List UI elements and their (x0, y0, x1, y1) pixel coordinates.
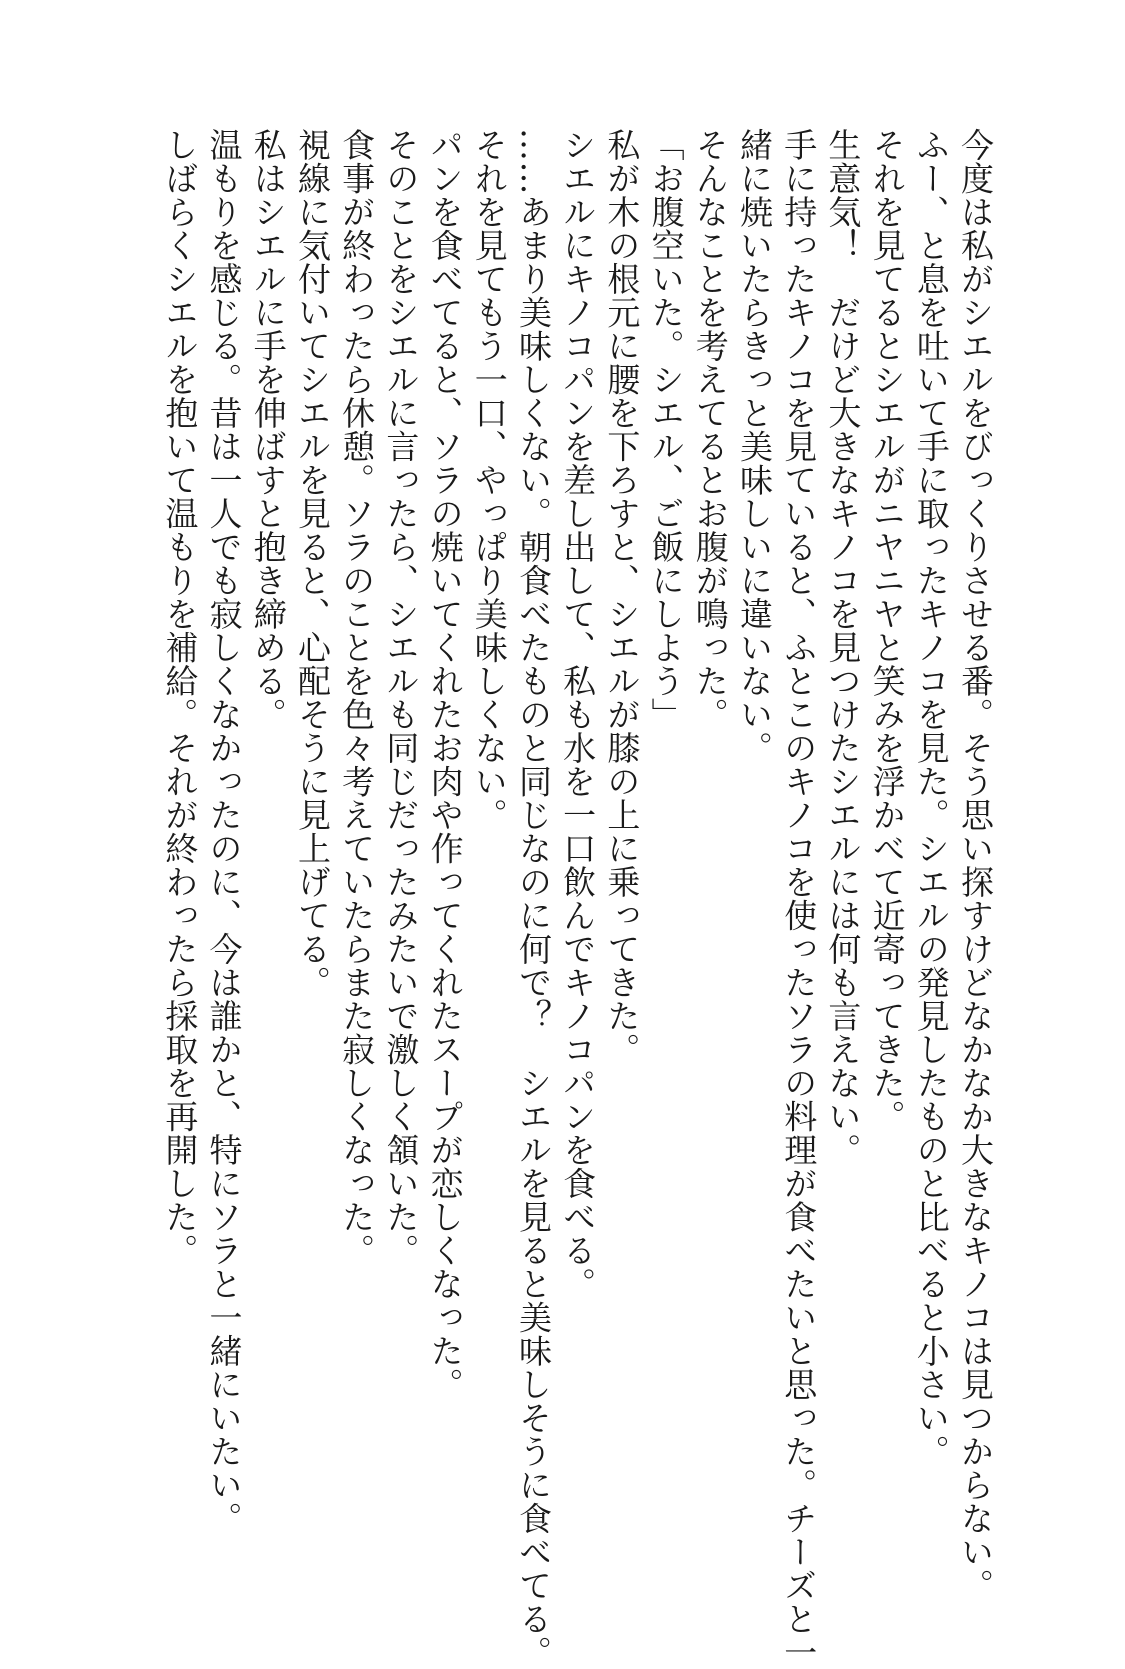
text-line: 「お腹空いた。シエル、ご飯にしよう」 (646, 128, 686, 731)
text-line: パンを食べてると、ソラの焼いてくれたお肉や作ってくれたスープが恋しくなった。 (425, 128, 465, 1401)
text-line: 手に持ったキノコを見ていると、ふとこのキノコを使ったソラの料理が食べたいと思った。チーズと一 (779, 128, 819, 1669)
text-line: それを見てるとシエルがニヤニヤと笑みを浮かべて近寄ってきた。 (867, 128, 907, 1133)
text-line: 生意気！ だけど大きなキノコを見つけたシエルには何も言えない。 (823, 128, 863, 1167)
text-line: 私が木の根元に腰を下ろすと、シエルが膝の上に乗ってきた。 (602, 128, 642, 1066)
text-line: そのことをシエルに言ったら、シエルも同じだったみたいで激しく頷いた。 (381, 128, 421, 1267)
text-line: そんなことを考えてるとお腹が鳴った。 (690, 128, 730, 731)
text-line: 私はシエルに手を伸ばすと抱き締める。 (248, 128, 288, 731)
text-line: 食事が終わったら休憩。ソラのことを色々考えていたらまた寂しくなった。 (337, 128, 377, 1267)
text-line: 視線に気付いてシエルを見ると、心配そうに見上げてる。 (292, 128, 332, 999)
text-line: ふー、と息を吐いて手に取ったキノコを見た。シエルの発見したものと比べると小さい。 (911, 128, 951, 1468)
text-line: しばらくシエルを抱いて温もりを補給。それが終わったら採取を再開した。 (160, 128, 200, 1267)
text-line: 温もりを感じる。昔は一人でも寂しくなかったのに、今は誰かと、特にソラと一緒にいたい。 (204, 128, 244, 1535)
body-text (157, 128, 997, 1669)
text-line: シエルにキノコパンを差し出して、私も水を一口飲んでキノコパンを食べる。 (558, 128, 598, 1301)
text-line: それを見てもう一口、やっぱり美味しくない。 (469, 128, 509, 832)
text-line: 緒に焼いたらきっと美味しいに違いない。 (734, 128, 774, 765)
text-line: ……あまり美味しくない。朝食べたものと同じなのに何で？ シエルを見ると美味しそうに食べてる。 (513, 128, 553, 1669)
text-line: 今度は私がシエルをびっくりさせる番。そう思い探すけどなかなか大きなキノコは見つからない。 (956, 128, 995, 1602)
